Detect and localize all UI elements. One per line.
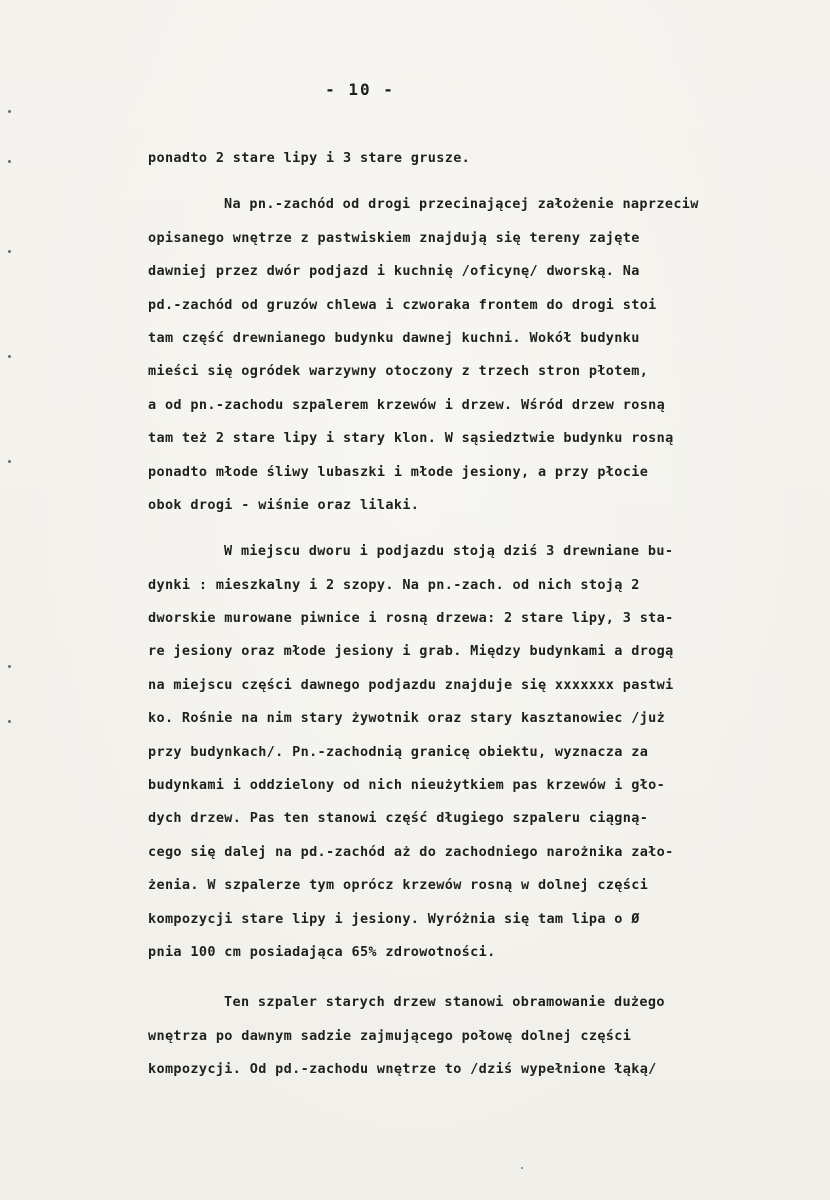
- margin-dot: [8, 250, 11, 253]
- text-line: ko. Rośnie na nim stary żywotnik oraz stary kasztanowiec /już: [148, 710, 666, 727]
- text-line: kompozycji stare lipy i jesiony. Wyróżnia się tam lipa o Ø: [148, 910, 640, 927]
- margin-dot: [8, 460, 11, 463]
- text-line: na miejscu części dawnego podjazdu znajduje się xxxxxxx pastwi: [148, 676, 674, 693]
- text-line: wnętrza po dawnym sadzie zajmującego połowę dolnej części: [148, 1027, 632, 1044]
- text-line: pnia 100 cm posiadająca 65% zdrowotności.: [148, 943, 496, 960]
- text-line: ponadto młode śliwy lubaszki i młode jesiony, a przy płocie: [148, 463, 649, 480]
- text-line: tam część drewnianego budynku dawnej kuchni. Wokół budynku: [148, 329, 640, 346]
- text-line: re jesiony oraz młode jesiony i grab. Między budynkami a drogą: [148, 643, 674, 660]
- margin-dot: [8, 160, 11, 163]
- text-line: dych drzew. Pas ten stanowi część długiego szpaleru ciągną-: [148, 810, 649, 827]
- text-line: mieści się ogródek warzywny otoczony z trzech stron płotem,: [148, 363, 649, 380]
- margin-dot: [8, 355, 11, 358]
- margin-dot: [8, 665, 11, 668]
- text-line: pd.-zachód od gruzów chlewa i czworaka frontem do drogi stoi: [148, 296, 657, 313]
- text-line: dworskie murowane piwnice i rosną drzewa: 2 stare lipy, 3 sta-: [148, 610, 674, 627]
- bottom-mark: [521, 1167, 523, 1169]
- text-line: żenia. W szpalerze tym oprócz krzewów rosną w dolnej części: [148, 877, 649, 894]
- text-line: budynkami i oddzielony od nich nieużytkiem pas krzewów i gło-: [148, 777, 666, 794]
- document-body: [148, 142, 818, 1087]
- text-line: ponadto 2 stare lipy i 3 stare grusze.: [148, 150, 471, 166]
- paragraph-first-line: Na pn.-zachód od drogi przecinającej założenie naprzeciw: [224, 196, 699, 213]
- text-line: dynki : mieszkalny i 2 szopy. Na pn.-zach. od nich stoją 2: [148, 576, 640, 593]
- text-line: a od pn.-zachodu szpalerem krzewów i drzew. Wśród drzew rosną: [148, 396, 666, 413]
- text-line: opisanego wnętrze z pastwiskiem znajdują się tereny zajęte: [148, 229, 640, 246]
- text-line: przy budynkach/. Pn.-zachodnią granicę obiektu, wyznacza za: [148, 743, 649, 760]
- margin-dot: [8, 720, 11, 723]
- text-line: tam też 2 stare lipy i stary klon. W sąsiedztwie budynku rosną: [148, 430, 674, 447]
- text-line: obok drogi - wiśnie oraz lilaki.: [148, 496, 420, 513]
- paragraph-first-line: Ten szpaler starych drzew stanowi obramowanie dużego: [224, 994, 665, 1011]
- text-line: dawniej przez dwór podjazd i kuchnię /oficynę/ dworską. Na: [148, 263, 640, 280]
- text-line: kompozycji. Od pd.-zachodu wnętrze to /dziś wypełnione łąką/: [148, 1061, 657, 1078]
- text-line: cego się dalej na pd.-zachód aż do zachodniego narożnika zało-: [148, 843, 674, 860]
- margin-dot: [8, 110, 11, 113]
- paragraph-first-line: W miejscu dworu i podjazdu stoją dziś 3 drewniane bu-: [224, 543, 674, 560]
- page-number: - 10 -: [325, 80, 395, 99]
